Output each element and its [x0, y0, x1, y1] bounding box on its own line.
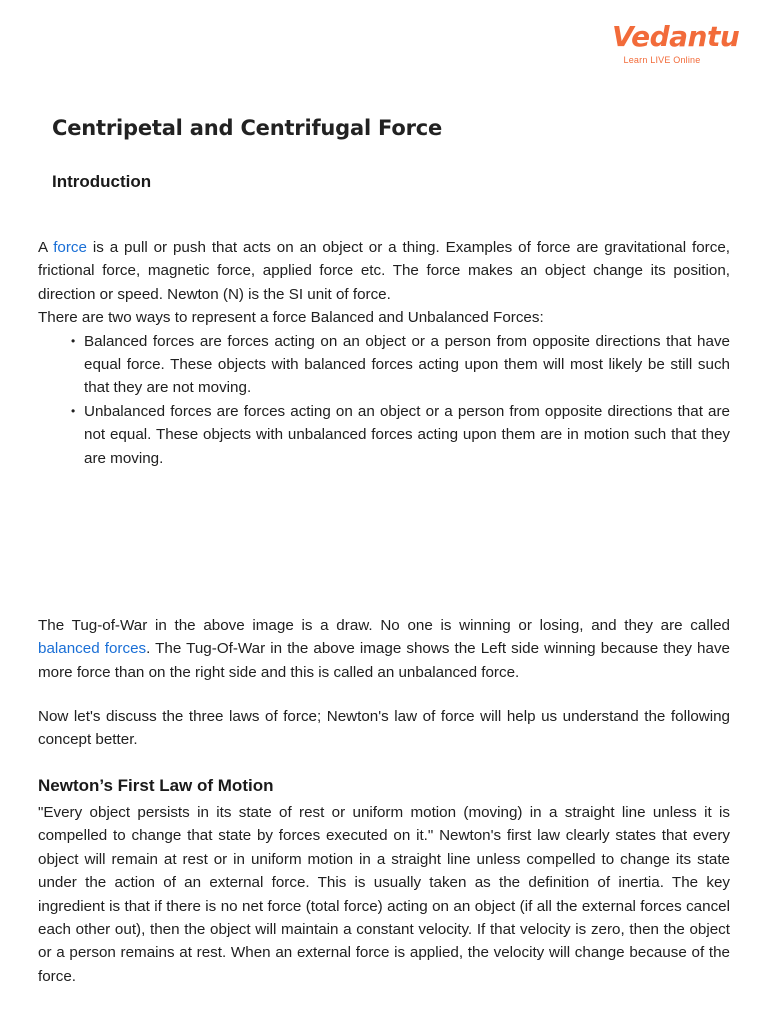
unbalanced-forces-text: Unbalanced forces are forces acting on an object or a person from opposite directions that are not equal. These objects with unbalanced forces acting upon them are in motion such that they are moving.: [84, 402, 730, 467]
two-ways-paragraph: There are two ways to represent a force Balanced and Unbalanced Forces:: [38, 309, 544, 327]
tug-of-war-paragraph: [38, 614, 730, 684]
first-law-section: [38, 801, 730, 988]
force-link[interactable]: force: [53, 239, 87, 256]
logo-wordmark: Vedantu: [612, 20, 740, 53]
forces-list: [38, 330, 730, 470]
list-item-unbalanced: [38, 400, 730, 470]
bullet-icon: •: [71, 403, 76, 418]
first-law-heading: Newton’s First Law of Motion: [38, 776, 274, 795]
laws-intro-section: [38, 705, 730, 752]
intro-text-pre: A: [38, 239, 54, 256]
vedantu-logo: [612, 20, 740, 66]
intro-paragraph: [38, 236, 730, 306]
page-title: Centripetal and Centrifugal Force: [52, 116, 443, 140]
introduction-section: [38, 236, 730, 470]
introduction-heading: Introduction: [52, 172, 152, 191]
list-item-balanced: [38, 330, 730, 400]
logo-tagline: Learn LIVE Online: [623, 55, 701, 65]
intro-text-post: is a pull or push that acts on an object or a thing. Examples of force are gravitational force, frictional force, magnetic force, applied force etc. The force makes an object change its position, direction or speed. Newton (N) is the SI unit of force.: [38, 239, 730, 303]
tug-text-pre: The Tug-of-War in the above image is a draw. No one is winning or losing, and they are called: [38, 617, 730, 634]
first-law-paragraph: "Every object persists in its state of rest or uniform motion (moving) in a straight line unless it is compelled to change that state by forces executed on it." Newton's first law clearly states that every object will remain at rest or in uniform motion in a straight line unless compelled to change its state under the action of an external force. This is usually taken as the definition of inertia. The key ingredient is that if there is no net force (total force) acting on an object (if all the external forces cancel each other out), then the object will maintain a constant velocity. If that velocity is zero, then the object or a person remains at rest. When an external force is applied, the velocity will change because of the force.: [38, 804, 730, 985]
tug-of-war-section: [38, 614, 730, 684]
balanced-forces-text: Balanced forces are forces acting on an object or a person from opposite directions that have equal force. These objects with balanced forces acting upon them will most likely be still such that they are not moving.: [84, 332, 730, 397]
balanced-forces-link[interactable]: balanced forces: [38, 640, 147, 658]
laws-intro-paragraph: Now let's discuss the three laws of force; Newton's law of force will help us understand the following concept better.: [38, 708, 730, 749]
bullet-icon: •: [71, 333, 76, 348]
tug-text-post: . The Tug-Of-War in the above image shows the Left side winning because they have more force than on the right side and this is called an unbalanced force.: [38, 640, 730, 681]
